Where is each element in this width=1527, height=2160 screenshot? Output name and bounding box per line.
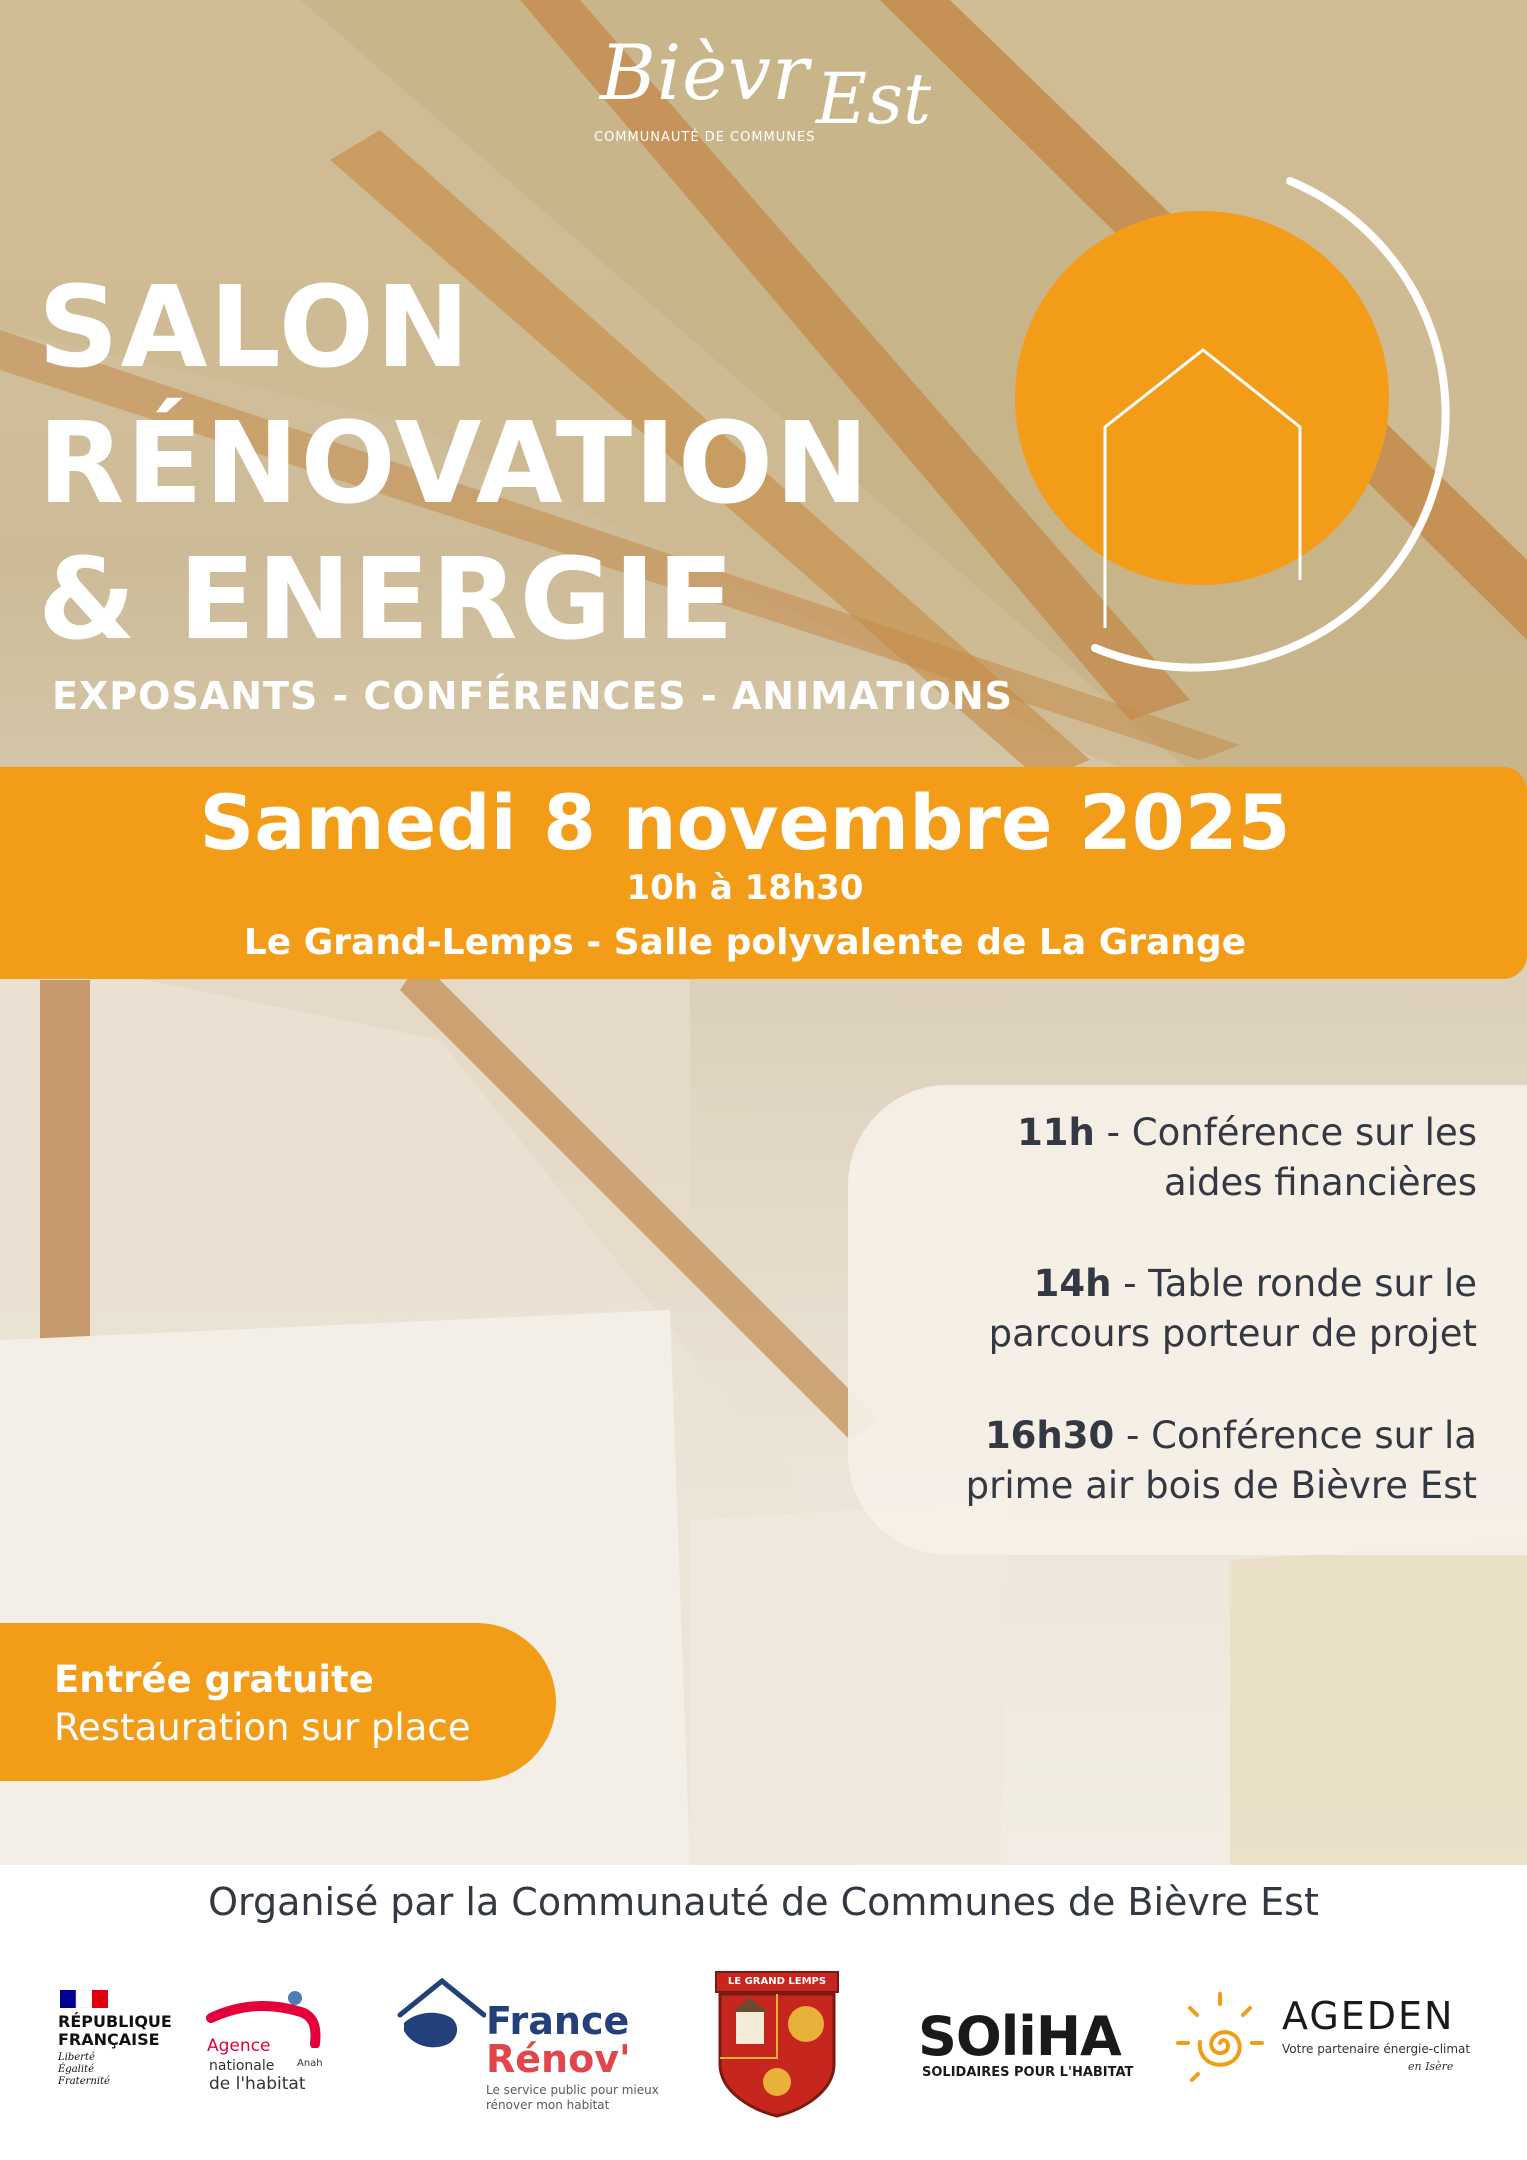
anah-logo [205,1988,355,2098]
france-renov-house-icon [394,1975,486,2065]
ageden-name: AGEDEN [1282,1994,1455,2038]
title-line-2: RÉNOVATION [38,399,871,529]
event-hours: 10h à 18h30 [626,868,864,908]
entry-info-pill [0,1623,556,1781]
organizer-text: Organisé par la Communauté de Communes de Bièvre Est [208,1880,1319,1924]
anah-line3: de l'habitat [209,2074,306,2094]
france-renov-logo [394,1975,659,2112]
rf-motto: Égalité [58,2064,94,2075]
program-text: - Table ronde sur le [1111,1262,1477,1305]
rf-name-line2: FRANÇAISE [58,2030,160,2049]
free-entry-label: Entrée gratuite [54,1658,374,1701]
program-text: - Conférence sur les [1094,1111,1477,1154]
soliha-tagline: SOLIDAIRES POUR L'HABITAT [922,2065,1134,2080]
event-place: Le Grand-Lemps - Salle polyvalente de La Grange [243,922,1247,963]
event-subtitle: EXPOSANTS - CONFÉRENCES - ANIMATIONS [52,674,1014,718]
logo-name-part1: Bièvr [600,28,810,117]
event-date: Samedi 8 novembre 2025 [199,778,1291,867]
ageden-tagline: Votre partenaire énergie-climat [1282,2042,1471,2056]
program-time: 16h30 [984,1414,1115,1457]
title-line-3: & ENERGIE [38,535,736,665]
anah-line2: nationale [209,2058,275,2074]
crest-label: LE GRAND LEMPS [727,1976,827,1987]
program-item [966,1411,1477,1511]
ageden-logo [1170,1988,1471,2108]
rf-motto: Liberté [58,2052,95,2063]
soliha-name: SOliHA [918,2005,1121,2068]
program-time: 11h [1017,1111,1095,1154]
logo-subtitle: COMMUNAUTÉ DE COMMUNES [594,130,816,145]
rf-name-line1: RÉPUBLIQUE [58,2012,172,2031]
republique-francaise-logo [58,1990,198,2100]
program-text: - Conférence sur la [1114,1414,1477,1457]
program-time: 14h [1033,1262,1112,1305]
program-text: aides financières [1164,1161,1477,1204]
anah-short: Anah [297,2058,323,2069]
france-renov-line2: Rénov' [486,2037,631,2081]
town-crest-icon [712,1968,842,2118]
program-item [1017,1108,1477,1208]
title-line-1: SALON [38,263,472,393]
soliha-logo [918,2005,1138,2095]
logo-name-part2: Est [816,58,932,140]
rf-motto: Fraternité [58,2076,110,2087]
grand-lemps-crest-logo [712,1968,842,2118]
bievre-est-logo [590,18,950,158]
ageden-region: en Isère [1408,2060,1454,2073]
program-item [989,1259,1477,1359]
house-circle-graphic [910,148,1450,688]
france-renov-tagline: Le service public pour mieux rénover mon habitat [486,2083,659,2112]
program-text: parcours porteur de projet [988,1312,1477,1355]
france-renov-line1: France [486,1999,630,2043]
program-text: prime air bois de Bièvre Est [965,1464,1477,1507]
food-info-label: Restauration sur place [54,1706,471,1749]
marianne-flag-icon [60,1990,108,2008]
anah-line1: Agence [207,2036,271,2056]
ageden-sun-spiral-icon [1170,1988,1270,2098]
